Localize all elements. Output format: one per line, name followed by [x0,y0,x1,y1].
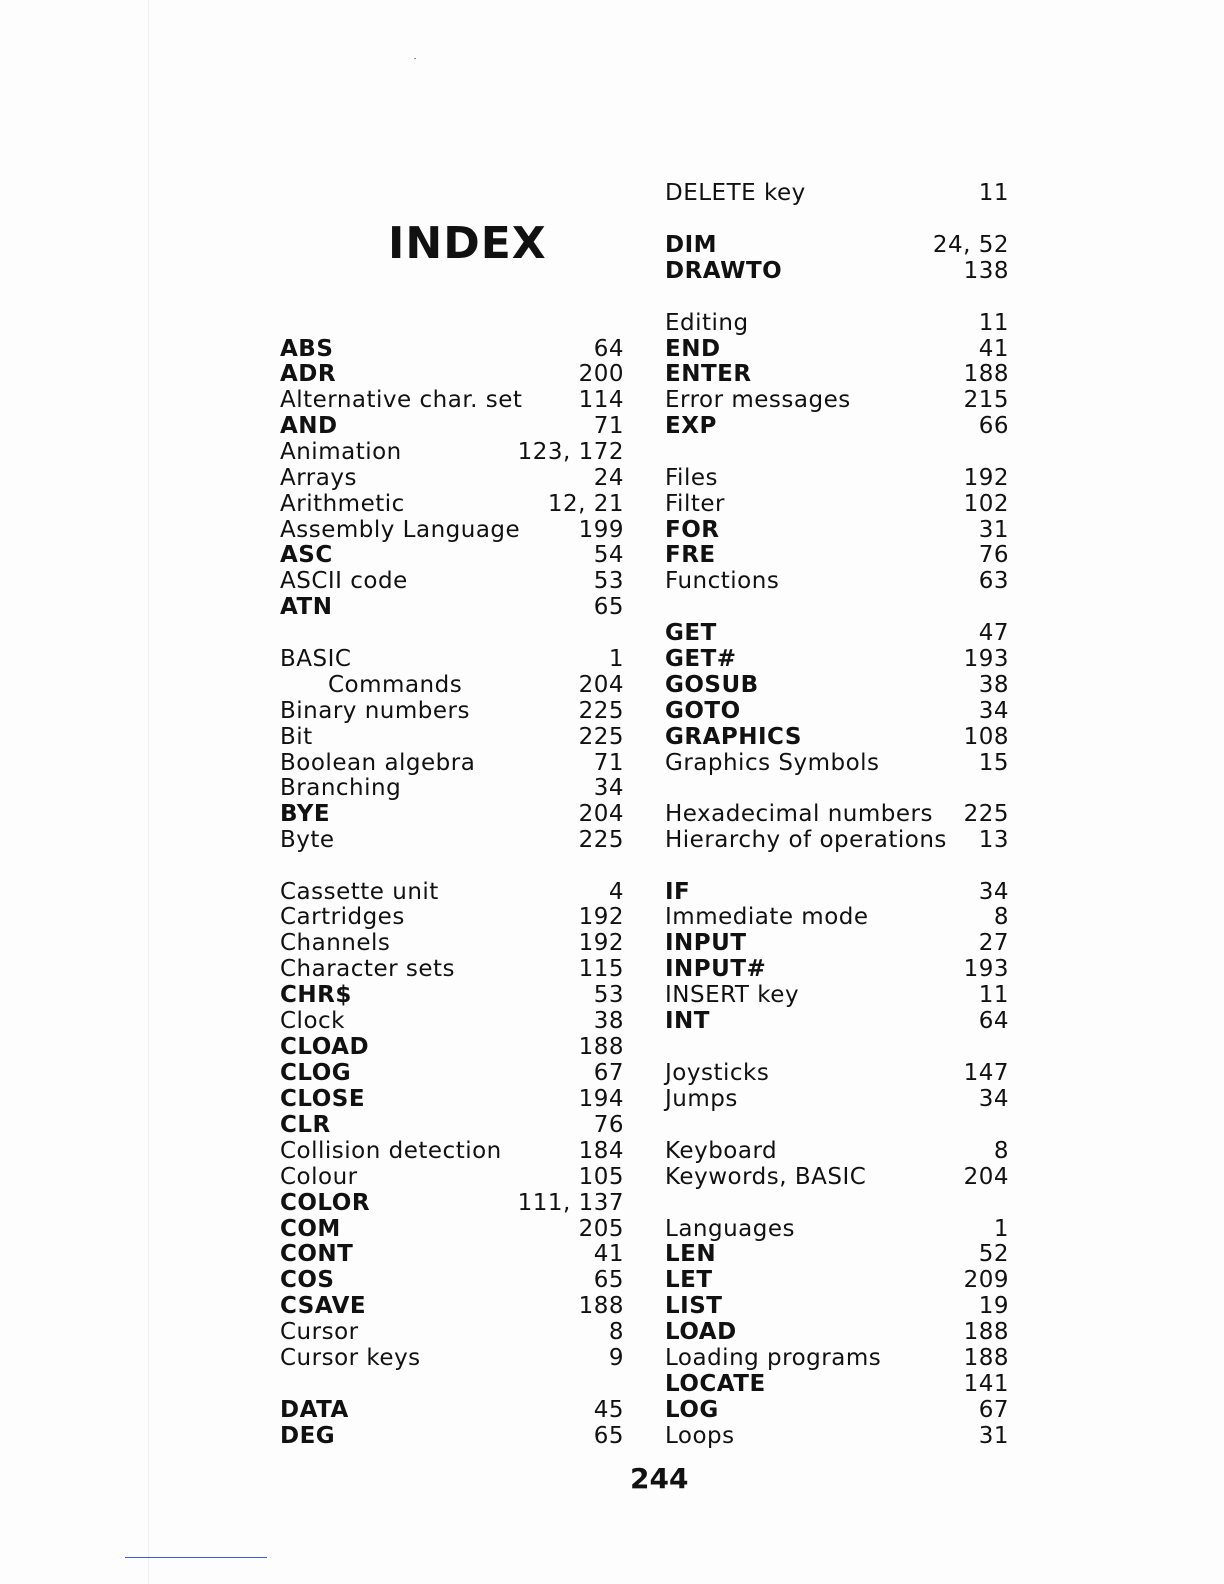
index-term: BYE [280,801,331,827]
index-page-ref: 200 [578,361,624,387]
index-page-ref: 65 [593,594,624,620]
index-entry [665,672,1009,698]
index-term: Cartridges [280,904,405,930]
index-page-ref: 204 [578,672,624,698]
index-term: Binary numbers [280,698,470,724]
index-entry [665,387,1009,413]
index-page-ref: 64 [978,1008,1009,1034]
index-entry [280,750,624,776]
index-term: Cursor keys [280,1345,421,1371]
index-term: INSERT key [665,982,800,1008]
index-term: Cursor [280,1319,359,1345]
index-page-ref: 205 [578,1216,624,1242]
index-entry [665,542,1009,568]
index-entry [665,1164,1009,1190]
index-page-ref: 192 [963,465,1009,491]
index-entry [665,827,1009,853]
index-page-ref: 147 [963,1060,1009,1086]
index-entry [665,1216,1009,1242]
index-entry [280,517,624,543]
index-entry [665,879,1009,905]
index-entry [665,232,1009,258]
index-page-ref: 53 [593,982,624,1008]
index-page-ref: 114 [578,387,624,413]
index-term: LOCATE [665,1371,766,1397]
index-term: IF [665,879,691,905]
index-term: ASCII code [280,568,408,594]
index-term: CHR$ [280,982,352,1008]
index-term: CLR [280,1112,331,1138]
index-page-ref: 1 [608,646,624,672]
index-entry [665,620,1009,646]
index-page-ref: 115 [578,956,624,982]
index-entry [280,1060,624,1086]
index-page-ref: 225 [578,724,624,750]
index-entry [665,310,1009,336]
index-term: Filter [665,491,725,517]
index-term: INPUT [665,930,747,956]
index-term: ADR [280,361,337,387]
index-entry [280,413,624,439]
index-page-ref: 102 [963,491,1009,517]
index-entry [280,361,624,387]
index-page-ref: 41 [978,336,1009,362]
index-page-ref: 11 [978,982,1009,1008]
index-entry [665,698,1009,724]
index-term: Colour [280,1164,358,1190]
index-term: GOSUB [665,672,759,698]
index-entry [280,1423,624,1449]
index-entry [665,1241,1009,1267]
index-entry [665,491,1009,517]
index-page-ref: 71 [593,750,624,776]
index-page-ref: 76 [593,1112,624,1138]
page-edge [148,0,149,1584]
index-page-ref: 188 [963,361,1009,387]
index-entry [665,258,1009,284]
index-term: LET [665,1267,713,1293]
index-entry [665,1008,1009,1034]
index-entry [280,1345,624,1371]
index-page-ref: 209 [963,1267,1009,1293]
index-entry [280,672,624,698]
index-entry [665,361,1009,387]
index-entry [280,724,624,750]
index-term: Editing [665,310,749,336]
index-term: Commands [328,672,463,698]
index-term: Keywords, BASIC [665,1164,867,1190]
index-page-ref: 8 [993,904,1009,930]
index-entry [280,1216,624,1242]
index-entry [665,1086,1009,1112]
index-page-ref: 123, 172 [517,439,624,465]
index-entry [280,1319,624,1345]
index-term: FRE [665,542,716,568]
index-entry [665,517,1009,543]
index-term: DEG [280,1423,336,1449]
index-term: ATN [280,594,333,620]
index-term: Files [665,465,718,491]
index-page-ref: 4 [608,879,624,905]
index-page-ref: 34 [593,775,624,801]
index-term: Hierarchy of operations [665,827,947,853]
index-entry [280,491,624,517]
index-page-ref: 184 [578,1138,624,1164]
index-entry [280,568,624,594]
index-entry [280,1034,624,1060]
index-term: GET# [665,646,737,672]
index-entry [280,1267,624,1293]
index-term: Character sets [280,956,455,982]
index-page-ref: 76 [978,542,1009,568]
index-term: CSAVE [280,1293,367,1319]
index-page-ref: 38 [593,1008,624,1034]
index-term: Languages [665,1216,795,1242]
index-term: BASIC [280,646,352,672]
index-page-ref: 12, 21 [547,491,624,517]
index-entry [665,646,1009,672]
index-page-ref: 8 [993,1138,1009,1164]
index-entry [665,1319,1009,1345]
index-entry [665,750,1009,776]
index-entry [665,336,1009,362]
index-page-ref: 225 [578,698,624,724]
index-page-ref: 193 [963,646,1009,672]
index-entry [665,1371,1009,1397]
index-term: Joysticks [665,1060,770,1086]
index-page-ref: 199 [578,517,624,543]
index-entry [280,982,624,1008]
index-term: COM [280,1216,341,1242]
index-term: GOTO [665,698,741,724]
index-term: DATA [280,1397,349,1423]
index-page-ref: 204 [963,1164,1009,1190]
index-page-ref: 34 [978,1086,1009,1112]
index-page-ref: 215 [963,387,1009,413]
index-page-ref: 204 [578,801,624,827]
index-term: ABS [280,336,334,362]
index-page-ref: 192 [578,930,624,956]
index-term: LIST [665,1293,723,1319]
index-entry [280,827,624,853]
index-term: Bit [280,724,313,750]
index-page-ref: 31 [978,517,1009,543]
index-term: LOAD [665,1319,737,1345]
index-term: DELETE key [665,180,806,206]
index-term: COLOR [280,1190,371,1216]
index-entry [665,801,1009,827]
index-term: GRAPHICS [665,724,802,750]
index-term: CLOG [280,1060,352,1086]
index-term: Animation [280,439,402,465]
index-entry [280,775,624,801]
index-page-ref: 11 [978,180,1009,206]
index-page-ref: 192 [578,904,624,930]
index-page-ref: 188 [578,1034,624,1060]
index-page-ref: 225 [963,801,1009,827]
index-entry [665,568,1009,594]
index-term: CLOSE [280,1086,366,1112]
index-entry [665,904,1009,930]
index-page-ref: 27 [978,930,1009,956]
index-term: DRAWTO [665,258,783,284]
index-entry [280,930,624,956]
index-page-ref: 24, 52 [932,232,1009,258]
index-page-ref: 188 [963,1319,1009,1345]
index-term: ENTER [665,361,752,387]
index-term: COS [280,1267,335,1293]
index-page-ref: 8 [608,1319,624,1345]
index-entry [280,1086,624,1112]
index-entry [280,1164,624,1190]
index-page-ref: 108 [963,724,1009,750]
index-term: Boolean algebra [280,750,476,776]
index-term: FOR [665,517,720,543]
index-page-ref: 19 [978,1293,1009,1319]
index-page-ref: 67 [593,1060,624,1086]
index-entry [280,387,624,413]
index-entry [665,180,1009,206]
index-entry [665,1138,1009,1164]
index-term: Functions [665,568,780,594]
index-page-ref: 64 [593,336,624,362]
index-page-ref: 54 [593,542,624,568]
index-term: Jumps [665,1086,738,1112]
index-entry [280,1190,624,1216]
index-entry [665,1397,1009,1423]
index-term: Alternative char. set [280,387,523,413]
index-entry [280,1138,624,1164]
index-page-ref: 138 [963,258,1009,284]
index-term: DIM [665,232,718,258]
index-entry [280,646,624,672]
index-entry [280,1293,624,1319]
index-page-ref: 13 [978,827,1009,853]
index-entry [665,930,1009,956]
index-term: Arrays [280,465,357,491]
index-page-ref: 31 [978,1423,1009,1449]
index-page-ref: 193 [963,956,1009,982]
link-underline [125,1557,267,1558]
index-page-ref: 188 [963,1345,1009,1371]
index-term: Branching [280,775,402,801]
index-term: Arithmetic [280,491,405,517]
index-entry [280,1241,624,1267]
index-page-ref: 194 [578,1086,624,1112]
index-term: Channels [280,930,391,956]
index-page-ref: 9 [608,1345,624,1371]
index-entry [665,1293,1009,1319]
index-page-ref: 67 [978,1397,1009,1423]
index-term: AND [280,413,338,439]
index-term: INPUT# [665,956,767,982]
index-term: END [665,336,721,362]
index-entry [280,801,624,827]
index-entry [280,1112,624,1138]
page-number: 244 [630,1462,689,1495]
index-page-ref: 15 [978,750,1009,776]
index-page-ref: 45 [593,1397,624,1423]
index-term: Immediate mode [665,904,869,930]
index-entry [665,465,1009,491]
index-page-ref: 34 [978,698,1009,724]
scan-speck [414,58,416,59]
index-page-ref: 105 [578,1164,624,1190]
index-entry [280,1397,624,1423]
index-term: EXP [665,413,717,439]
index-title: INDEX [388,218,547,269]
index-entry [280,904,624,930]
index-entry [665,1345,1009,1371]
index-entry [280,542,624,568]
index-entry [280,465,624,491]
index-term: LOG [665,1397,719,1423]
index-page-ref: 188 [578,1293,624,1319]
index-term: Byte [280,827,335,853]
index-entry [665,413,1009,439]
index-term: Cassette unit [280,879,439,905]
index-entry [665,956,1009,982]
index-term: Keyboard [665,1138,778,1164]
index-page-ref: 38 [978,672,1009,698]
index-term: LEN [665,1241,717,1267]
index-page-ref: 65 [593,1423,624,1449]
index-entry [280,956,624,982]
index-page-ref: 141 [963,1371,1009,1397]
index-page-ref: 225 [578,827,624,853]
index-entry [280,336,624,362]
index-entry [665,1060,1009,1086]
index-term: INT [665,1008,710,1034]
index-page-ref: 65 [593,1267,624,1293]
index-entry [280,439,624,465]
index-entry [280,879,624,905]
index-page-ref: 66 [978,413,1009,439]
index-term: CLOAD [280,1034,370,1060]
index-page-ref: 47 [978,620,1009,646]
index-term: Clock [280,1008,345,1034]
index-term: ASC [280,542,333,568]
index-page-ref: 24 [593,465,624,491]
index-entry [665,1267,1009,1293]
index-entry [665,982,1009,1008]
index-term: Collision detection [280,1138,502,1164]
index-page-ref: 1 [993,1216,1009,1242]
index-term: Hexadecimal numbers [665,801,933,827]
index-entry [665,724,1009,750]
index-entry [280,594,624,620]
index-page-ref: 111, 137 [517,1190,624,1216]
index-page-ref: 34 [978,879,1009,905]
index-page-ref: 71 [593,413,624,439]
index-term: Assembly Language [280,517,521,543]
index-page-ref: 53 [593,568,624,594]
index-page-ref: 41 [593,1241,624,1267]
index-term: Error messages [665,387,851,413]
index-entry [665,1423,1009,1449]
index-term: GET [665,620,717,646]
index-page-ref: 63 [978,568,1009,594]
index-entry [280,1008,624,1034]
index-term: CONT [280,1241,354,1267]
index-entry [280,698,624,724]
index-page-ref: 11 [978,310,1009,336]
index-term: Loading programs [665,1345,882,1371]
index-term: Loops [665,1423,735,1449]
index-term: Graphics Symbols [665,750,880,776]
index-page-ref: 52 [978,1241,1009,1267]
